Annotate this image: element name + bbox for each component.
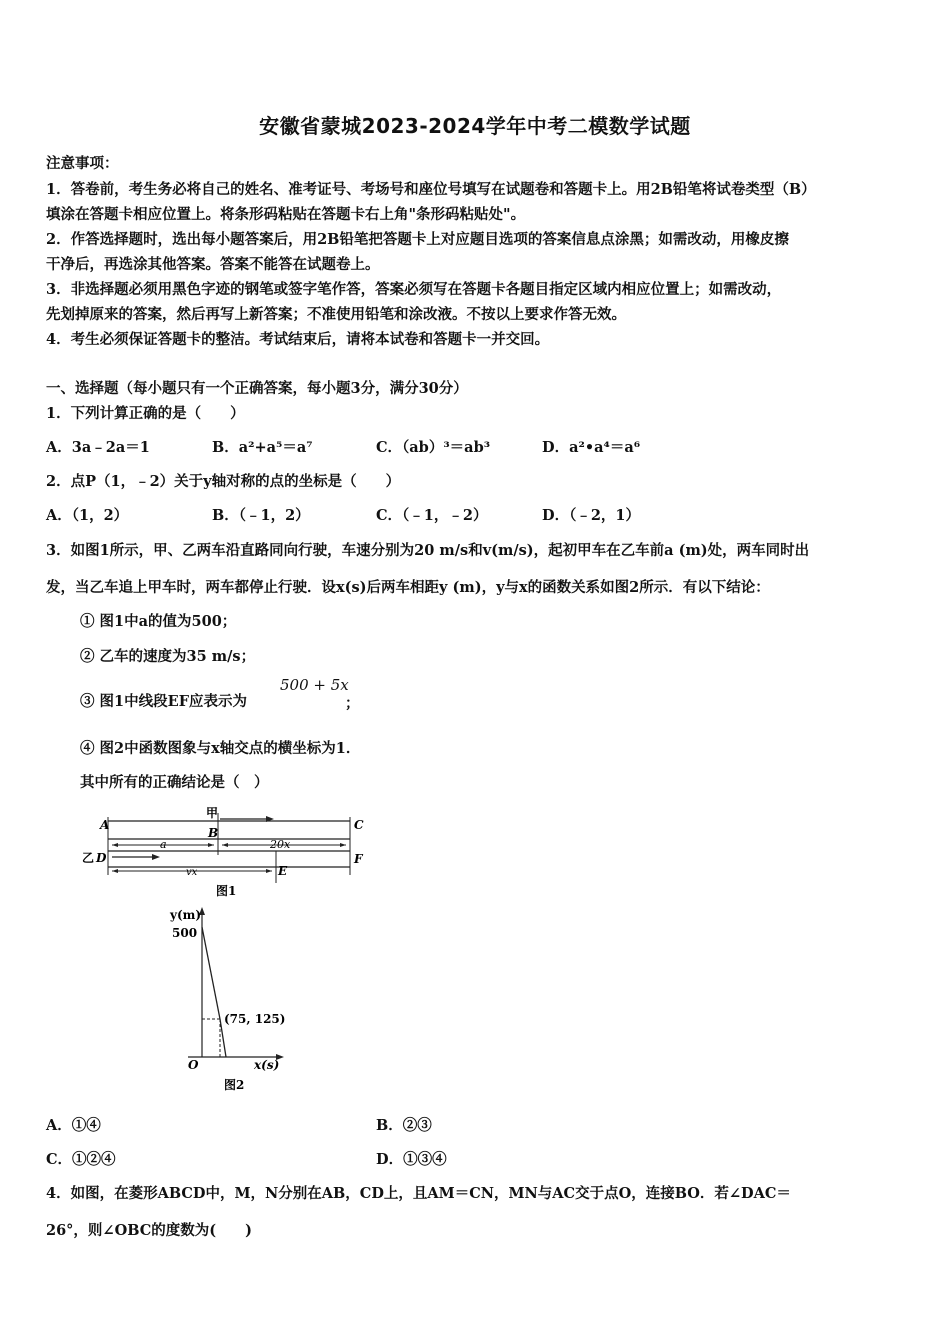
q3-option-c[interactable]: C．①②④ (46, 1151, 116, 1168)
notice-line: 先划掉原来的答案，然后再写上新答案；不准使用铅笔和涂改液。不按以上要求作答无效。 (46, 306, 626, 323)
fig1-label-e-point: E (278, 864, 288, 878)
fig1-label-b-point: B (208, 826, 219, 840)
section-heading: 一、选择题（每小题只有一个正确答案，每小题3分，满分30分） (46, 380, 468, 397)
figure-1 (78, 805, 378, 897)
q3-ask: 其中所有的正确结论是（ ） (80, 774, 269, 791)
q2-option-b[interactable]: B．（﹣1，2） (212, 507, 310, 524)
q2-option-a[interactable]: A．（1，2） (46, 507, 129, 524)
fig1-dim-a: a (160, 838, 167, 851)
figure-2 (168, 905, 288, 1095)
question-3-line: 3．如图1所示，甲、乙两车沿直路同向行驶，车速分别为20 m/s和v(m/s)，起初甲车在乙车前a (m)处，两车同时出 (46, 542, 810, 559)
notice-line: 填涂在答题卡相应位置上。将条形码粘贴在答题卡右上角"条形码粘贴处"。 (46, 206, 526, 223)
q3-formula: 500 + 5x (280, 676, 349, 694)
notice-line: 1．答卷前，考生务必将自己的姓名、准考证号、考场号和座位号填写在试题卷和答题卡上。用2B铅笔将试卷类型（B） (46, 181, 816, 198)
fig2-point-label: (75, 125) (224, 1012, 286, 1026)
fig1-label-jia: 甲 (206, 806, 219, 820)
question-3-line: 发，当乙车追上甲车时，两车都停止行驶．设x(s)后两车相距y (m)，y与x的函数关系如图2所示．有以下结论： (46, 579, 770, 596)
q1-option-a[interactable]: A．3a﹣2a＝1 (46, 439, 150, 456)
q2-option-c[interactable]: C．（﹣1，﹣2） (376, 507, 488, 524)
q1-option-c[interactable]: C．（ab）³＝ab³ (376, 439, 491, 456)
notice-line: 3．非选择题必须用黑色字迹的钢笔或签字笔作答，答案必须写在答题卡各题目指定区域内相应位置上；如需改动， (46, 281, 782, 298)
question-2-stem: 2．点P（1，﹣2）关于y轴对称的点的坐标是（ ） (46, 473, 401, 490)
question-4-line: 26°，则∠OBC的度数为( ) (46, 1222, 252, 1239)
fig2-caption: 图2 (224, 1078, 245, 1092)
fig2-y500: 500 (172, 926, 198, 940)
notice-line: 4．考生必须保证答题卡的整洁。考试结束后，请将本试卷和答题卡一并交回。 (46, 331, 550, 348)
q3-option-a[interactable]: A．①④ (46, 1117, 101, 1134)
fig1-caption: 图1 (216, 884, 237, 897)
notice-line: 2．作答选择题时，选出每小题答案后，用2B铅笔把答题卡上对应题目选项的答案信息点涂黑；如需改动，用橡皮擦 (46, 231, 789, 248)
q1-option-b[interactable]: B．a²+a⁵＝a⁷ (212, 439, 313, 456)
fig1-label-f-point: F (354, 852, 363, 866)
q2-option-d[interactable]: D．（﹣2，1） (542, 507, 641, 524)
fig1-dim-20x: 20x (270, 838, 291, 851)
q3-conclusion-3-text: ③ 图1中线段EF应表示为 (80, 693, 247, 710)
q3-conclusion-1: ① 图1中a的值为500； (80, 613, 237, 630)
q3-conclusion-2: ② 乙车的速度为35 m/s； (80, 648, 256, 665)
question-1-stem: 1．下列计算正确的是（ ） (46, 405, 245, 422)
q3-conclusion-4: ④ 图2中函数图象与x轴交点的横坐标为1． (80, 740, 361, 757)
fig2-origin: O (188, 1058, 199, 1072)
question-4-line: 4．如图，在菱形ABCD中，M，N分别在AB，CD上，且AM＝CN，MN与AC交于点O，连接BO．若∠DAC＝ (46, 1185, 791, 1202)
notice-line: 干净后，再选涂其他答案。答案不能答在试题卷上。 (46, 256, 380, 273)
fig1-dim-vx: vx (186, 867, 198, 878)
q3-formula-semicolon: ； (345, 695, 360, 712)
q3-conclusion-3 (80, 690, 247, 711)
fig1-label-yi: 乙 (82, 851, 95, 865)
q3-option-d[interactable]: D．①③④ (376, 1151, 447, 1168)
q1-option-d[interactable]: D．a²•a⁴＝a⁶ (542, 439, 641, 456)
fig1-label-d-point: D (96, 851, 107, 865)
page-title: 安徽省蒙城2023-2024学年中考二模数学试题 (259, 114, 691, 138)
fig1-label-c-point: C (354, 818, 364, 832)
q3-option-b[interactable]: B．②③ (376, 1117, 432, 1134)
fig2-xlabel: x(s) (254, 1058, 280, 1072)
fig1-label-a-point: A (100, 818, 110, 832)
notice-heading: 注意事项： (46, 155, 119, 172)
fig2-ylabel: y(m) (170, 908, 202, 922)
